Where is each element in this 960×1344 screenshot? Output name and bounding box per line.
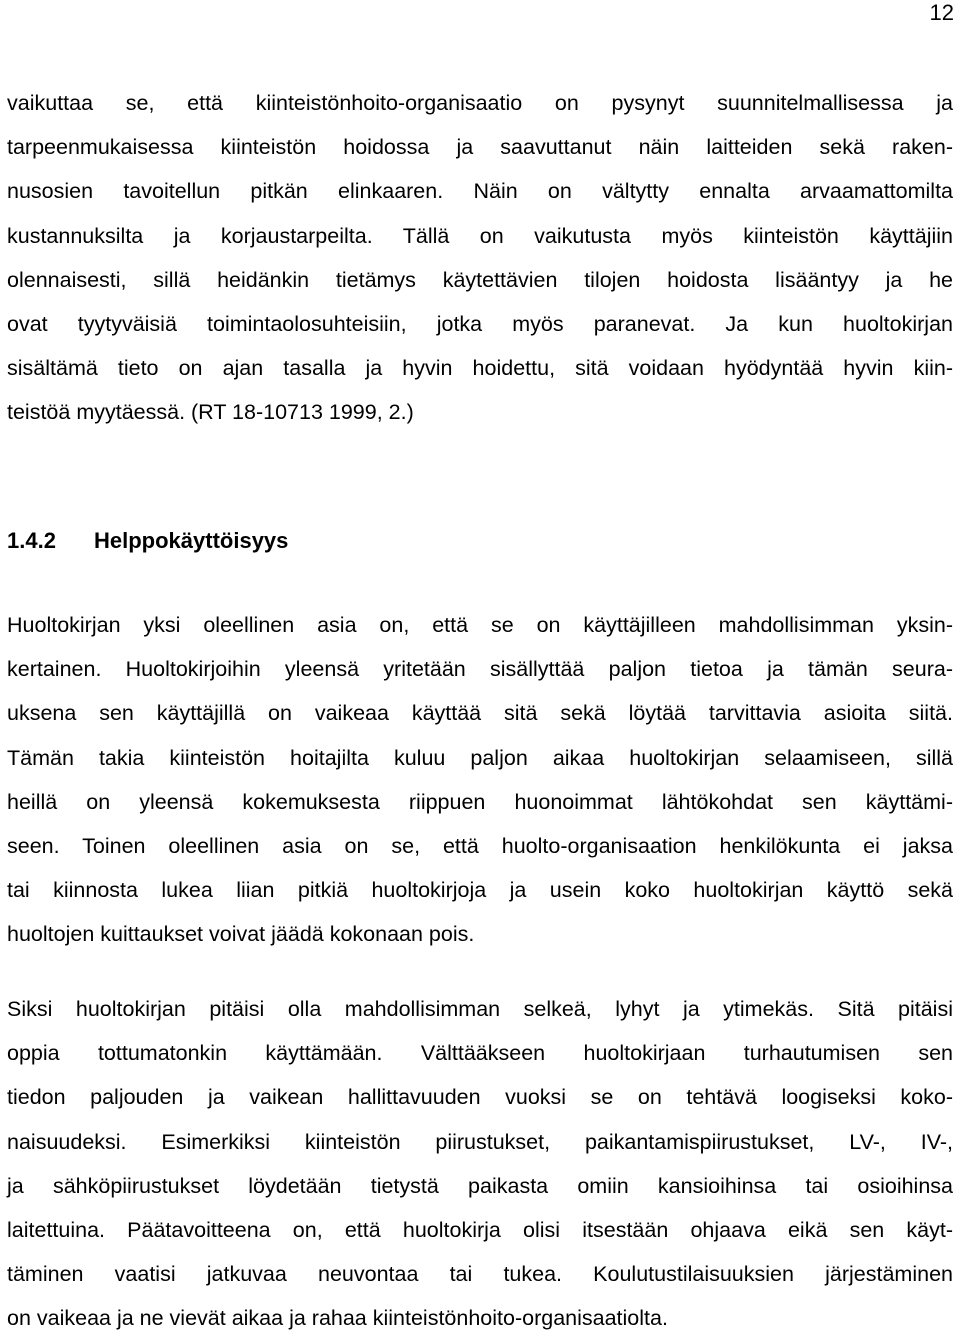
text-line: laitettuina. Päätavoitteena on, että huoltokirja olisi itsestään ohjaava eikä sen käyt-: [7, 1218, 953, 1242]
text-line: olennaisesti, sillä heidänkin tietämys käytettävien tilojen hoidosta lisääntyy ja he: [7, 268, 953, 292]
text-line: seen. Toinen oleellinen asia on se, että huolto-organisaation henkilökunta ei jaksa: [7, 834, 953, 858]
text-line: Huoltokirjan yksi oleellinen asia on, että se on käyttäjilleen mahdollisimman yksin-: [7, 613, 953, 637]
text-line: sisältämä tieto on ajan tasalla ja hyvin hoidettu, sitä voidaan hyödyntää hyvin kiin-: [7, 356, 953, 380]
text-line: naisuudeksi. Esimerkiksi kiinteistön piirustukset, paikantamispiirustukset, LV-, IV-,: [7, 1130, 953, 1154]
text-line: tiedon paljouden ja vaikean hallittavuuden vuoksi se on tehtävä loogiseksi koko-: [7, 1085, 953, 1109]
page-number: 12: [929, 0, 954, 25]
text-line: tai kiinnosta lukea liian pitkiä huoltokirjoja ja usein koko huoltokirjan käyttö sekä: [7, 878, 953, 902]
text-line: Tämän takia kiinteistön hoitajilta kuluu paljon aikaa huoltokirjan selaamiseen, sillä: [7, 746, 953, 770]
text-line: täminen vaatisi jatkuvaa neuvontaa tai tukea. Koulutustilaisuuksien järjestäminen: [7, 1262, 953, 1286]
text-line: nusosien tavoitellun pitkän elinkaaren. Näin on vältytty ennalta arvaamattomilta: [7, 179, 953, 203]
text-line: huoltojen kuittaukset voivat jäädä kokonaan pois.: [7, 922, 475, 946]
text-line: Siksi huoltokirjan pitäisi olla mahdollisimman selkeä, lyhyt ja ytimekäs. Sitä pitäisi: [7, 997, 953, 1021]
text-line: on vaikeaa ja ne vievät aikaa ja rahaa kiinteistönhoito-organisaatiolta.: [7, 1306, 668, 1330]
text-line: oppia tottumatonkin käyttämään. Välttääkseen huoltokirjaan turhautumisen sen: [7, 1041, 953, 1065]
text-line: teistöä myytäessä. (RT 18-10713 1999, 2.): [7, 400, 414, 424]
text-line: tarpeenmukaisessa kiinteistön hoidossa ja saavuttanut näin laitteiden sekä raken-: [7, 135, 953, 159]
section-number: 1.4.2: [7, 528, 56, 553]
text-line: kustannuksilta ja korjaustarpeilta. Tällä on vaikutusta myös kiinteistön käyttäjiin: [7, 224, 953, 248]
text-line: ja sähköpiirustukset löydetään tietystä paikasta omiin kansioihinsa tai osioihinsa: [7, 1174, 953, 1198]
text-line: vaikuttaa se, että kiinteistönhoito-organisaatio on pysynyt suunnitelmallisessa ja: [7, 91, 953, 115]
text-line: kertainen. Huoltokirjoihin yleensä yritetään sisällyttää paljon tietoa ja tämän seura-: [7, 657, 953, 681]
section-title: Helppokäyttöisyys: [94, 528, 289, 553]
text-line: heillä on yleensä kokemuksesta riippuen huonoimmat lähtökohdat sen käyttämi-: [7, 790, 953, 814]
section-heading: [7, 527, 288, 555]
text-line: uksena sen käyttäjillä on vaikeaa käyttää sitä sekä löytää tarvittavia asioita siitä.: [7, 701, 953, 725]
text-line: ovat tyytyväisiä toimintaolosuhteisiin, jotka myös paranevat. Ja kun huoltokirjan: [7, 312, 953, 336]
